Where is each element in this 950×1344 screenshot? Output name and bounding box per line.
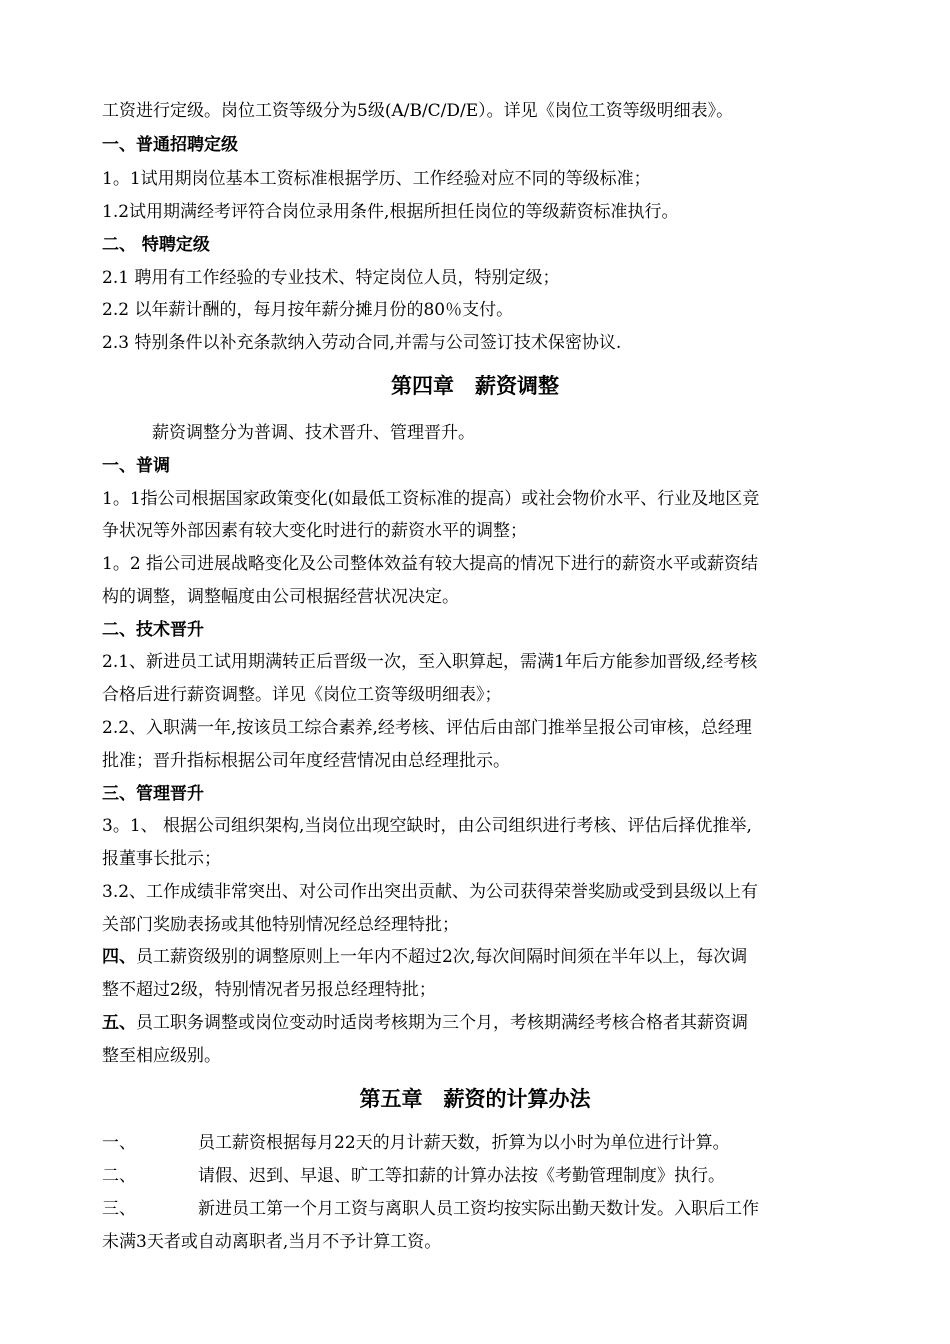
section-heading: 一、普通招聘定级: [102, 135, 238, 155]
paragraph-line: 2.3 特别条件以补充条款纳入劳动合同,并需与公司签订技术保密协议.: [102, 333, 622, 353]
paragraph-line: [102, 1011, 748, 1035]
paragraph-line: 合格后进行薪资调整。详见《岗位工资等级明细表》；: [102, 685, 502, 705]
paragraph-line: 未满3天者或自动离职者,当月不予计算工资。: [102, 1232, 442, 1252]
paragraph-line: 1。2 指公司进展战略变化及公司整体效益有较大提高的情况下进行的薪资水平或薪资结: [102, 554, 759, 574]
item-number: 三、: [102, 1199, 136, 1219]
chapter-title: 第五章 薪资的计算办法: [359, 1087, 591, 1111]
item-text: 员工薪资根据每月22天的月计薪天数，折算为以小时为单位进行计算。: [198, 1133, 730, 1153]
paragraph-line: 1。1指公司根据国家政策变化(如最低工资标准的提高）或社会物价水平、行业及地区竞: [102, 489, 760, 509]
item-number: 一、: [102, 1133, 136, 1153]
chapter-title: 第四章 薪资调整: [391, 374, 559, 398]
paragraph-line: [102, 1131, 730, 1155]
section-heading: 三、管理晋升: [102, 784, 204, 804]
item-text: 新进员工第一个月工资与离职人员工资均按实际出勤天数计发。入职后工作: [198, 1199, 759, 1219]
paragraph-line: 2.2、入职满一年,按该员工综合素养,经考核、评估后由部门推举呈报公司审核，总经理: [102, 718, 752, 738]
paragraph-line: [102, 945, 747, 969]
paragraph-line: 关部门奖励表扬或其他特别情况经总经理特批；: [102, 915, 459, 935]
paragraph-line: [102, 1164, 725, 1188]
item-number: 二、: [102, 1166, 136, 1186]
clause-text: 员工薪资级别的调整原则上一年内不超过2次,每次间隔时间须在半年以上，每次调: [136, 947, 748, 967]
paragraph-line: 批准；晋升指标根据公司年度经营情况由总经理批示。: [102, 751, 510, 771]
paragraph-line: 2.1 聘用有工作经验的专业技术、特定岗位人员，特别定级；: [102, 268, 560, 288]
paragraph-line: 工资进行定级。岗位工资等级分为5级(A/B/C/D/E）。详见《岗位工资等级明细表》。: [102, 101, 734, 121]
paragraph-line: 整不超过2级，特别情况者另报总经理特批；: [102, 980, 436, 1000]
paragraph-line: 1.2试用期满经考评符合岗位录用条件,根据所担任岗位的等级薪资标准执行。: [102, 202, 679, 222]
paragraph-line: 整至相应级别。: [102, 1046, 221, 1066]
section-heading: 二、 特聘定级: [102, 235, 210, 255]
paragraph-line: 报董事长批示；: [102, 849, 221, 869]
clause-lead: 四、: [102, 947, 136, 967]
section-heading: 二、技术晋升: [102, 620, 204, 640]
paragraph-line: 2.1、新进员工试用期满转正后晋级一次，至入职算起，需满1年后方能参加晋级,经考核: [102, 652, 758, 672]
paragraph-line: 1。1试用期岗位基本工资标准根据学历、工作经验对应不同的等级标准；: [102, 169, 651, 189]
clause-text: 员工职务调整或岗位变动时适岗考核期为三个月，考核期满经考核合格者其薪资调: [136, 1013, 748, 1033]
paragraph-line: [102, 1197, 759, 1221]
paragraph-line: 3。1、 根据公司组织架构,当岗位出现空缺时，由公司组织进行考核、评估后择优推举,: [102, 816, 752, 836]
section-heading: 一、普调: [102, 456, 170, 476]
paragraph-line: 2.2 以年薪计酬的，每月按年薪分摊月份的80％支付。: [102, 300, 514, 320]
paragraph-line: 构的调整，调整幅度由公司根据经营状况决定。: [102, 587, 459, 607]
paragraph-line: 3.2、工作成绩非常突出、对公司作出突出贡献、为公司获得荣誉奖励或受到县级以上有: [102, 882, 759, 902]
clause-lead: 五、: [102, 1013, 136, 1033]
paragraph-line: 争状况等外部因素有较大变化时进行的薪资水平的调整；: [102, 521, 527, 541]
paragraph-line: 薪资调整分为普调、技术晋升、管理晋升。: [152, 423, 475, 443]
item-text: 请假、迟到、早退、旷工等扣薪的计算办法按《考勤管理制度》执行。: [198, 1166, 725, 1186]
